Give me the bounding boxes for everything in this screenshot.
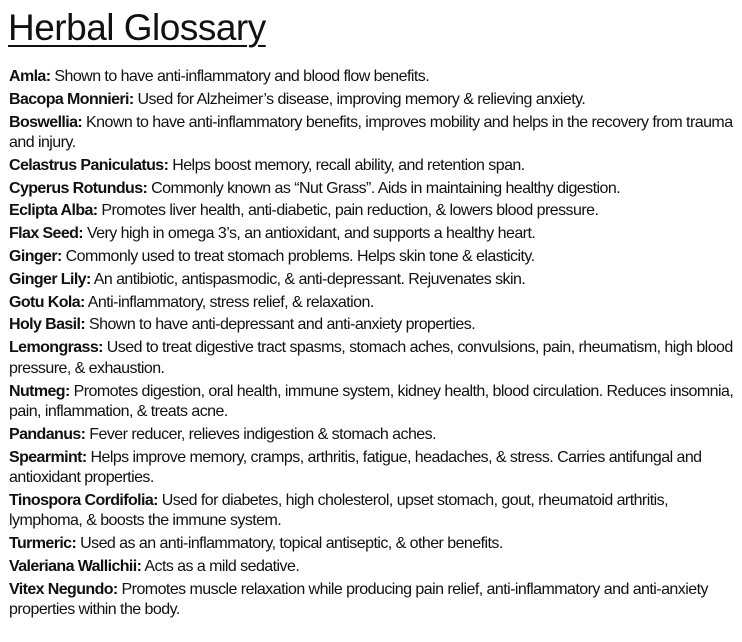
- glossary-term: Turmeric:: [9, 535, 77, 553]
- glossary-term: Celastrus Paniculatus:: [9, 156, 169, 174]
- glossary-entry-turmeric: [9, 534, 739, 555]
- glossary-definition: Promotes liver health, anti-diabetic, pain reduction, & lowers blood pressure.: [97, 202, 599, 220]
- glossary-term: Spearmint:: [9, 448, 87, 466]
- glossary-definition: Acts as a mild sedative.: [141, 558, 300, 576]
- glossary-definition: Fever reducer, relieves indigestion & stomach aches.: [85, 425, 436, 443]
- glossary-term: Tinospora Cordifolia:: [9, 491, 158, 509]
- glossary-entry-vitex-negundo: [9, 580, 739, 621]
- glossary-term: Eclipta Alba:: [9, 202, 98, 220]
- glossary-term: Cyperus Rotundus:: [9, 179, 148, 197]
- glossary-entry-spearmint: [9, 448, 739, 489]
- glossary-definition: Used to treat digestive tract spasms, stomach aches, convulsions, pain, rheumatism, high blood pressure, & exhaustion.: [9, 339, 733, 377]
- glossary-definition: Used as an anti-inflammatory, topical antiseptic, & other benefits.: [76, 535, 503, 553]
- glossary-entry-eclipta-alba: [9, 201, 739, 222]
- glossary-entry-boswellia: [9, 113, 739, 154]
- glossary-entry-ginger-lily: [9, 270, 739, 291]
- glossary-definition: Commonly used to treat stomach problems. Helps skin tone & elasticity.: [61, 248, 535, 266]
- glossary-term: Flax Seed:: [9, 225, 84, 243]
- glossary-entry-ginger: [9, 247, 739, 268]
- glossary-term: Amla:: [9, 68, 51, 85]
- glossary-entry-cyperus-rotundus: [9, 179, 739, 200]
- glossary-entry-lemongrass: [9, 338, 739, 379]
- glossary-entry-holy-basil: [9, 315, 739, 336]
- glossary-entry-celastrus-paniculatus: [9, 156, 739, 177]
- glossary-term: Lemongrass:: [9, 339, 103, 357]
- glossary-entry-flax-seed: [9, 224, 739, 245]
- glossary-entry-tinospora-cordifolia: [9, 491, 739, 532]
- glossary-term: Boswellia:: [9, 113, 83, 131]
- glossary-definition: Known to have anti-inflammatory benefits, improves mobility and helps in the recovery from trauma and injury.: [9, 113, 733, 152]
- glossary-term: Valeriana Wallichii:: [9, 558, 142, 576]
- glossary-definition: Helps boost memory, recall ability, and retention span.: [168, 156, 525, 174]
- glossary-term: Gotu Kola:: [9, 293, 85, 311]
- glossary-definition: Anti-inflammatory, stress relief, & relaxation.: [84, 293, 374, 311]
- page-title: Herbal Glossary: [8, 7, 266, 48]
- glossary-term: Vitex Negundo:: [9, 580, 118, 598]
- glossary-entry-amla: [9, 67, 739, 88]
- glossary-definition: An antibiotic, antispasmodic, & anti-depressant. Rejuvenates skin.: [90, 270, 526, 288]
- glossary-definition: Used for diabetes, high cholesterol, upset stomach, gout, rheumatoid arthritis, lymphoma, & boosts the immune system.: [9, 491, 668, 530]
- glossary-definition: Shown to have anti-inflammatory and blood flow benefits.: [50, 68, 430, 85]
- glossary-entry-pandanus: [9, 425, 739, 446]
- glossary-entry-valeriana-wallichii: [9, 557, 739, 578]
- glossary-list: [9, 67, 739, 623]
- glossary-definition: Helps improve memory, cramps, arthritis, fatigue, headaches, & stress. Carries antifungal and antioxidant properties.: [9, 448, 702, 487]
- glossary-term: Nutmeg:: [9, 382, 70, 400]
- glossary-definition: Shown to have anti-depressant and anti-anxiety properties.: [85, 316, 476, 334]
- glossary-entry-gotu-kola: [9, 293, 739, 314]
- glossary-definition: Very high in omega 3’s, an antioxidant, and supports a healthy heart.: [83, 225, 536, 243]
- glossary-term: Ginger Lily:: [9, 270, 91, 288]
- glossary-entry-bacopa-monnieri: [9, 90, 739, 111]
- glossary-definition: Promotes digestion, oral health, immune system, kidney health, blood circulation. Reduces insomnia, pain, inflammation, & treats acne.: [9, 382, 734, 421]
- glossary-term: Holy Basil:: [9, 316, 86, 334]
- glossary-definition: Commonly known as “Nut Grass”. Aids in maintaining healthy digestion.: [147, 179, 621, 197]
- glossary-entry-nutmeg: [9, 382, 739, 423]
- glossary-term: Ginger:: [9, 248, 62, 266]
- glossary-definition: Promotes muscle relaxation while producing pain relief, anti-inflammatory and anti-anxiety properties within the body.: [9, 580, 708, 619]
- glossary-term: Bacopa Monnieri:: [9, 90, 134, 108]
- glossary-definition: Used for Alzheimer’s disease, improving memory & relieving anxiety.: [133, 90, 586, 108]
- glossary-term: Pandanus:: [9, 425, 86, 443]
